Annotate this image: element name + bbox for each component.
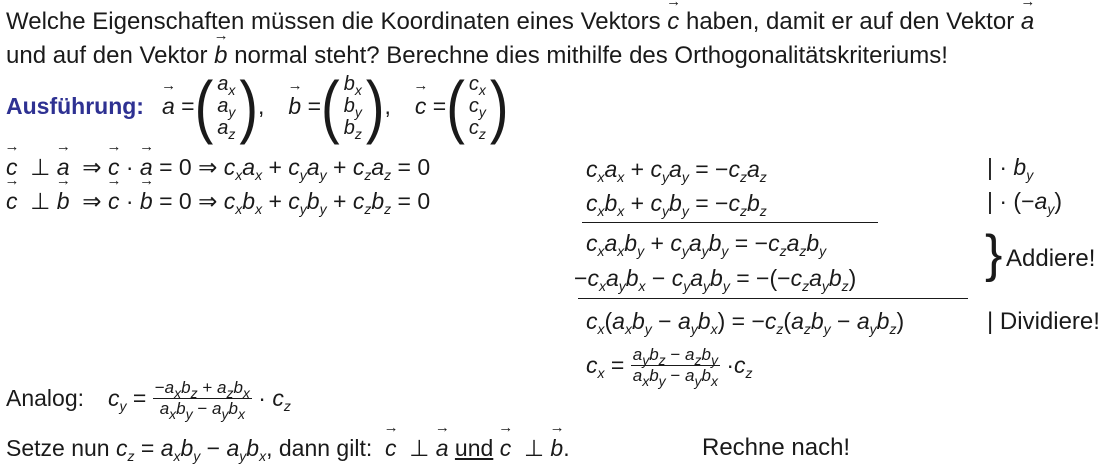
- fraction-cx: $\frac{a_yb_z - a_zb_y}{a_xb_y - a_yb_x}$: [632, 344, 718, 389]
- vector-a-components: $a_x$ $a_y$ $a_z$: [217, 73, 236, 142]
- intro-line-2: und auf den Vektor → b normal steht? Berechne dies mithilfe des Orthogonalitätskriteriums!: [6, 42, 948, 70]
- vector-b-symbol: → b: [214, 42, 227, 70]
- op-add: Addiere!: [1006, 245, 1096, 272]
- step-3: $c_xa_xb_y + c_ya_yb_y = -c_za_zb_y$: [586, 230, 827, 259]
- step-2: $c_xb_x + c_yb_y = -c_zb_z$: [586, 190, 767, 219]
- step-6: $c_x$ = $\frac{a_yb_z - a_zb_y}{a_xb_y - a_yb_x}$ · $c_z$: [586, 344, 753, 389]
- step-4: $-c_xa_yb_x - c_ya_yb_y = -(-c_za_yb_z)$: [574, 265, 857, 294]
- und-underlined: und: [454, 435, 494, 461]
- orthogonal-condition-b: → c ⊥ → b ⇒ → c · → b = 0 ⇒ $c_xb_x + c_yb_y + c_zb_z = 0$: [6, 187, 430, 215]
- intro-line-1: Welche Eigenschaften müssen die Koordinaten eines Vektors → c haben, damit er auf den Vektor → a: [6, 8, 1034, 36]
- op-multiply-by: | · $b_y$: [987, 154, 1034, 183]
- step-1: $c_xa_x + c_ya_y = -c_za_z$: [586, 156, 767, 185]
- fraction-cy: $\frac{-a_xb_z + a_zb_x}{a_xb_y - a_yb_x}$: [154, 377, 250, 422]
- brace: }: [985, 225, 1003, 283]
- op-multiply-neg-ay: | · $(-a_y)$: [987, 188, 1062, 217]
- vector-b-components: $b_x$ $b_y$ $b_z$: [343, 73, 362, 142]
- orthogonal-condition-a: → c ⊥ → a ⇒ → c · → a = 0 ⇒ $c_xa_x + c_ya_y + c_za_z = 0$: [6, 153, 430, 181]
- analog-line: Analog: $c_y$ = $\frac{-a_xb_z + a_zb_x}{a_xb_y - a_yb_x}$ · $c_z$: [6, 377, 291, 422]
- section-heading: Ausführung:: [6, 93, 144, 119]
- vector-definitions: Ausführung: → a = ( $a_x$ $a_y$ $a_z$ ) , → b = ( $b_x$ $b_y$ $b_z$ ) , → c = ( $c_x$ $c_y$ $c_z$ ): [6, 68, 509, 144]
- check-instruction: Rechne nach!: [702, 434, 851, 461]
- divider-line-1: [582, 222, 878, 223]
- op-divide: | Dividiere!: [987, 308, 1100, 335]
- step-5: $c_x(a_xb_y - a_yb_x) = -c_z(a_zb_y - a_yb_z)$: [586, 308, 905, 337]
- vector-a-symbol: → a: [1021, 8, 1034, 36]
- vector-c-symbol: → c: [667, 8, 679, 36]
- divider-line-2: [578, 298, 968, 299]
- analog-label: Analog:: [6, 385, 85, 411]
- vector-c-components: $c_x$ $c_y$ $c_z$: [468, 73, 486, 142]
- final-line: Setze nun $c_z = a_xb_y - a_yb_x$, dann gilt: → c ⊥ → a und → c ⊥ → b.: [6, 434, 570, 462]
